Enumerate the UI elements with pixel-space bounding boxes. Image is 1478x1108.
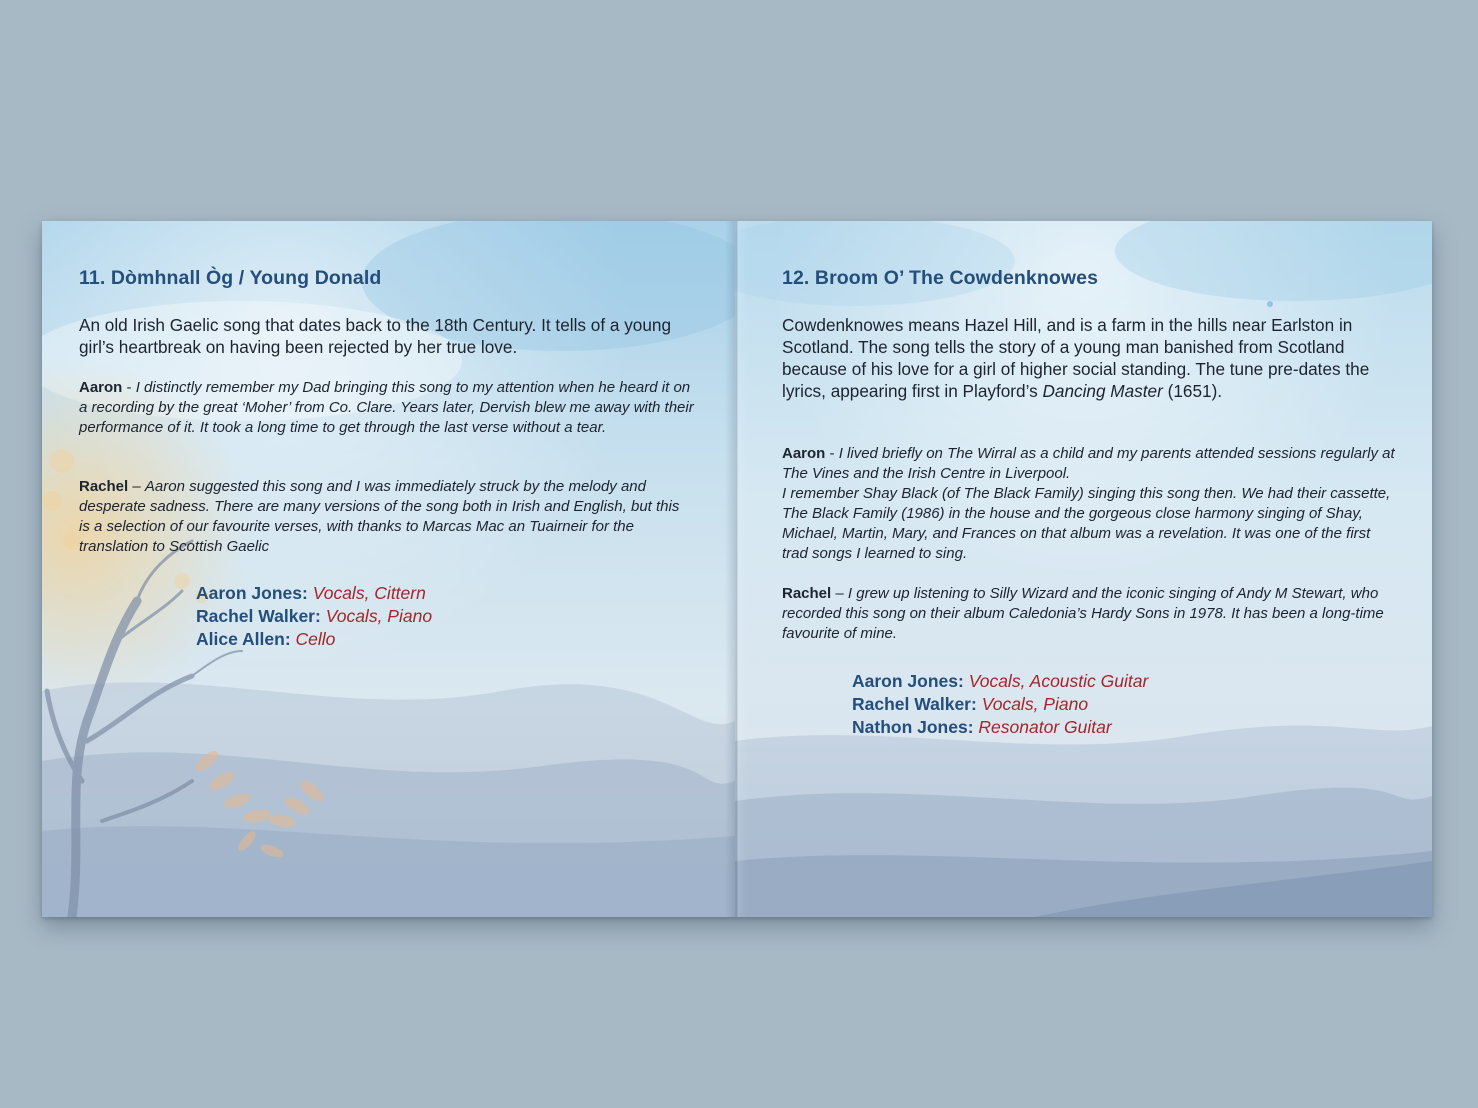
- track-11-intro: An old Irish Gaelic song that dates back to the 18th Century. It tells of a young girl’s heartbreak on having been rejected by her true love.: [79, 315, 672, 357]
- credit-line: [196, 605, 432, 628]
- credit-line: [852, 670, 1148, 693]
- credit-line: [852, 716, 1148, 739]
- note-text: I grew up listening to Silly Wizard and the iconic singing of Andy M Stewart, who recorded this song on their album Caledonia’s Hardy Sons in 1978. It has been a long-time favourite of mine.: [782, 585, 1384, 642]
- credit-role: Vocals, Acoustic Guitar: [963, 671, 1149, 691]
- track-11-note-aaron: [79, 378, 694, 438]
- note-separator: -: [122, 379, 136, 396]
- credit-role: Cello: [290, 629, 336, 649]
- credit-name: Aaron Jones:: [852, 671, 964, 691]
- track-title-11: 11. Dòmhnall Òg / Young Donald: [79, 267, 382, 289]
- left-page: [42, 221, 735, 917]
- credit-name: Rachel Walker:: [196, 606, 321, 626]
- intro-text: Cowdenknowes means Hazel Hill, and is a farm in the hills near Earlston in Scotland. The song tells the story of a young man banished from Scotland because of his love for a girl of higher social standing. The tune pre-dates the lyrics, appearing first in Playford’s: [782, 315, 1370, 401]
- note-separator: –: [831, 585, 848, 602]
- credit-line: [196, 582, 432, 605]
- note-speaker: Rachel: [79, 478, 129, 495]
- cd-booklet-spread: [42, 221, 1432, 917]
- track-12-intro: [782, 314, 1382, 402]
- note-text: I distinctly remember my Dad bringing this song to my attention when he heard it on a recording by the great ‘Moher’ from Co. Clare. Years later, Dervish blew me away with their performance of it. It took a long time to get through the last verse without a tear.: [79, 379, 694, 436]
- note-speaker: Rachel: [782, 585, 832, 602]
- track-11-note-rachel: [79, 477, 694, 557]
- note-text: Aaron suggested this song and I was immediately struck by the melody and desperate sadness. There are many versions of the song both in Irish and English, but this is a selection of our favourite verses, with thanks to Marcas Mac an Tuairneir for the translation to Scottish Gaelic: [79, 478, 680, 555]
- credit-role: Resonator Guitar: [973, 717, 1112, 737]
- intro-text-end: (1651).: [1162, 381, 1223, 401]
- note-separator: –: [128, 478, 145, 495]
- right-page-content: [735, 221, 1432, 917]
- credit-name: Alice Allen:: [196, 629, 291, 649]
- intro-italic-title: Dancing Master: [1042, 381, 1163, 401]
- credit-name: Aaron Jones:: [196, 583, 308, 603]
- credit-role: Vocals, Piano: [976, 694, 1089, 714]
- track-12-credits: [852, 670, 1148, 739]
- credit-line: [196, 628, 432, 651]
- track-11-credits: [196, 582, 432, 651]
- credit-line: [852, 693, 1148, 716]
- track-title-12: 12. Broom O’ The Cowdenknowes: [782, 267, 1099, 289]
- credit-role: Vocals, Cittern: [307, 583, 426, 603]
- credit-name: Rachel Walker:: [852, 694, 977, 714]
- right-page: [735, 221, 1432, 917]
- track-12-note-rachel: [782, 584, 1400, 644]
- note-separator: -: [825, 445, 839, 462]
- credit-name: Nathon Jones:: [852, 717, 974, 737]
- note-speaker: Aaron: [782, 445, 826, 462]
- credit-role: Vocals, Piano: [320, 606, 433, 626]
- left-page-content: [42, 221, 735, 917]
- note-speaker: Aaron: [79, 379, 123, 396]
- note-text-continued: I remember Shay Black (of The Black Family) singing this song then. We had their cassette, The Black Family (1986) in the house and the gorgeous close harmony singing of Shay, Michael, Martin, Mary, and Frances on that album was a revelation. It was one of the first trad songs I learned to sing.: [782, 485, 1391, 562]
- note-text: I lived briefly on The Wirral as a child and my parents attended sessions regularly at The Vines and the Irish Centre in Liverpool.: [782, 445, 1395, 482]
- track-12-note-aaron: [782, 444, 1400, 564]
